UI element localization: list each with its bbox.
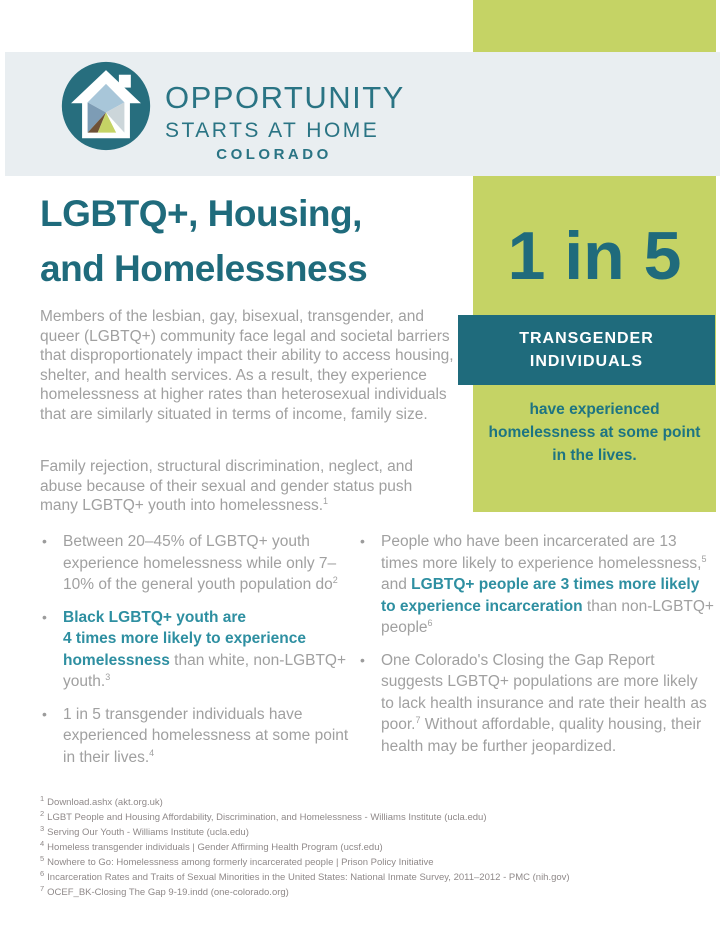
bullet-transgender-individuals [40,704,358,769]
band-line-2: INDIVIDUALS [529,353,644,370]
intro-paragraph-2-text: Family rejection, structural discrimination, neglect, and abuse because of their sexual and gender status push many LGBTQ+ youth into homelessness. [40,458,414,514]
footnote-ref-1: 1 [323,495,329,506]
footnote-1 [40,795,690,810]
footnote-4 [40,840,690,855]
bullet-black-lgbtq-youth [40,607,358,693]
bullet-text: One Colorado's Closing the Gap Report suggests LGBTQ+ populations are more likely to lack health insurance and rate their health as poor. [381,651,707,733]
footnote-number: 6 [40,868,45,878]
footnote-number: 1 [40,793,45,803]
bullet-bold-text: Black LGBTQ+ youth are [63,608,247,626]
logo-line-opportunity: OPPORTUNITY [165,80,405,115]
bullet-text: People who have been incarcerated are 13 times more likely to experience homelessness, [381,533,702,572]
footnote-text: OCEF_BK-Closing The Gap 9-19.indd (one-colorado.org) [47,887,289,898]
logo-line-colorado: COLORADO [216,146,332,163]
stat-1-in-5: 1 in 5 [507,218,682,294]
intro-paragraph-2 [40,457,454,516]
footnote-ref-7: 7 [415,714,421,725]
footnote-number: 3 [40,823,45,833]
stat-caption: have experienced homelessness at some point in the lives. [488,401,701,464]
intro-paragraph-1 [40,307,454,424]
footnote-number: 2 [40,808,45,818]
footnote-number: 5 [40,853,45,863]
bullet-text: 1 in 5 transgender individuals have experienced homelessness at some point in their lives. [63,705,349,766]
footnote-number: 4 [40,838,45,848]
page-title [40,186,367,296]
footnote-2 [40,810,690,825]
bullet-text: and [381,576,412,593]
bullet-text: than non-LGBTQ+ people [381,597,714,636]
footnote-ref-3: 3 [105,671,111,682]
transgender-individuals-band [458,315,715,385]
bullet-closing-the-gap [358,650,714,758]
house-logo-icon [60,60,152,152]
footnote-ref-6: 6 [427,617,433,628]
band-line-1: TRANSGENDER [519,330,654,347]
footnote-5 [40,855,690,870]
bullet-bold-text: 4 times more likely to experience homelessness [63,630,306,669]
page-title-line-2: and Homelessness [40,248,368,289]
bullet-text: Without affordable, quality housing, their health may be further jeopardized. [381,716,702,755]
footnote-text: Nowhere to Go: Homelessness among formerly incarcerated people | Prison Policy Initiative [47,857,434,868]
footnote-text: LGBT People and Housing Affordability, Discrimination, and Homelessness - Williams Institute (ucla.edu) [47,812,487,823]
bullet-text: Between 20–45% of LGBTQ+ youth experience homelessness while only 7–10% of the general youth population do [63,533,337,593]
footnote-text: Download.ashx (akt.org.uk) [47,797,163,808]
bullet-bold-text: LGBTQ+ people are 3 times more likely to experience incarceration [381,576,700,615]
footnote-7 [40,885,690,900]
footnote-6 [40,870,690,885]
logo-line-starts-at-home: STARTS AT HOME [165,119,380,142]
footnote-list [40,795,690,900]
bullet-incarceration [358,531,714,639]
footnote-number: 7 [40,883,45,893]
footnote-3 [40,825,690,840]
footnote-ref-5: 5 [701,553,707,564]
footnote-text: Serving Our Youth - Williams Institute (ucla.edu) [47,827,249,838]
page-title-line-1: LGBTQ+, Housing, [40,193,362,234]
header-band [5,52,720,176]
intro-paragraph-1-text: Members of the lesbian, gay, bisexual, transgender, and queer (LGBTQ+) community face legal and societal barriers that disproportionately impact their ability to access housing, shelter, and health services. As a result, they experience homelessness at higher rates than heterosexual individuals that are similarly situated in terms of income, family size. [40,308,454,423]
footnote-text: Homeless transgender individuals | Gender Affirming Health Program (ucsf.edu) [47,842,383,853]
bullet-youth-homelessness [40,531,358,596]
bullet-column-left [40,531,358,779]
footnote-ref-4: 4 [149,747,155,758]
bullet-text: than white, non-LGBTQ+ youth. [63,651,347,690]
footnote-ref-2: 2 [332,574,338,585]
logo-wordmark [165,80,405,163]
footnote-text: Incarceration Rates and Traits of Sexual Minorities in the United States: National Inmate Survey, 2011–2012 - PMC (nih.gov) [47,872,570,883]
bullet-column-right [358,531,714,768]
